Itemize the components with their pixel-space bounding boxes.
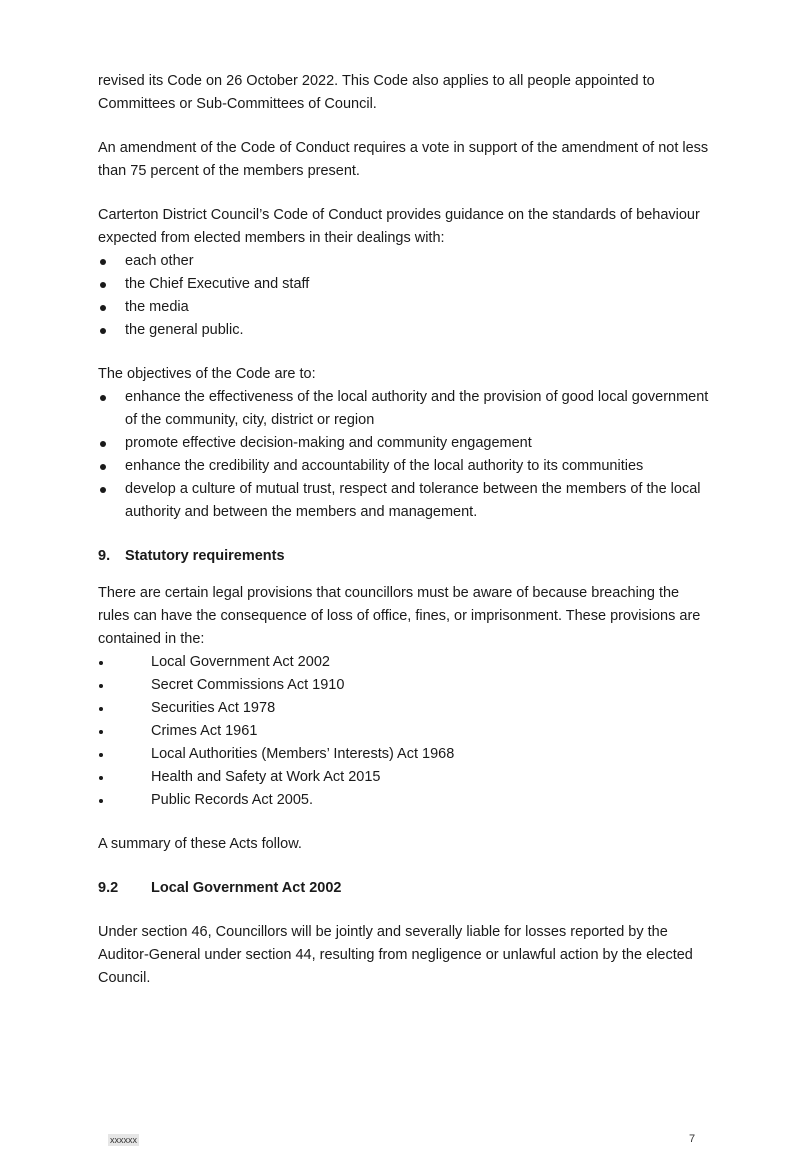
list-item: develop a culture of mutual trust, respect and tolerance between the members of the local authority and between the members and management. (98, 478, 710, 524)
section-9-heading (98, 545, 710, 568)
list-item: enhance the effectiveness of the local authority and the provision of good local government of the community, city, district or region (98, 386, 710, 432)
intro-paragraph-2: An amendment of the Code of Conduct requires a vote in support of the amendment of not less than 75 percent of the members present. (98, 140, 709, 179)
section-9-paragraph-2: A summary of these Acts follow. (98, 836, 302, 852)
intro-paragraph-1: revised its Code on 26 October 2022. This Code also applies to all people appointed to Committees or Sub-Committees of Council. (98, 73, 655, 112)
section-9-2-heading (98, 877, 710, 900)
section-9-2-paragraph-1: Under section 46, Councillors will be jointly and severally liable for losses reported by the Auditor-General under section 44, resulting from negligence or unlawful action by the elected Council. (98, 924, 693, 986)
list-item: Health and Safety at Work Act 2015 (98, 766, 710, 789)
section-9-paragraph-1: There are certain legal provisions that councillors must be aware of because breaching the rules can have the consequence of loss of office, fines, or imprisonment. These provisions are contained in the: (98, 585, 701, 647)
dealings-list (98, 250, 710, 342)
list-item: the general public. (98, 319, 710, 342)
list-item: Securities Act 1978 (98, 697, 710, 720)
section-number: 9. (98, 548, 111, 564)
intro-paragraph-4: The objectives of the Code are to: (98, 366, 316, 382)
footer-reference: xxxxxx (110, 1135, 137, 1145)
list-item: Public Records Act 2005. (98, 789, 710, 812)
document-page (98, 70, 710, 990)
intro-paragraph-3: Carterton District Council’s Code of Conduct provides guidance on the standards of behaviour expected from elected members in their dealings with: (98, 207, 700, 246)
section-number: 9.2 (98, 880, 119, 896)
list-item: each other (98, 250, 710, 273)
page-number: 7 (689, 1133, 696, 1145)
list-item: Secret Commissions Act 1910 (98, 674, 710, 697)
acts-list (98, 651, 710, 812)
list-item: the media (98, 296, 710, 319)
section-title: Local Government Act 2002 (151, 880, 342, 896)
objectives-list (98, 386, 710, 524)
list-item: enhance the credibility and accountability of the local authority to its communities (98, 455, 710, 478)
list-item: Local Government Act 2002 (98, 651, 710, 674)
list-item: Local Authorities (Members’ Interests) Act 1968 (98, 743, 710, 766)
list-item: Crimes Act 1961 (98, 720, 710, 743)
section-title: Statutory requirements (125, 548, 285, 564)
list-item: promote effective decision-making and community engagement (98, 432, 710, 455)
list-item: the Chief Executive and staff (98, 273, 710, 296)
